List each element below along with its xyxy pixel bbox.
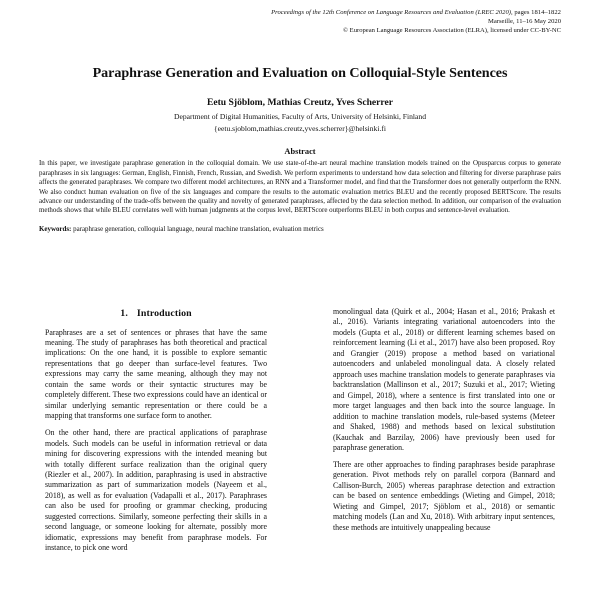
publication-header [39, 9, 561, 36]
left-column [45, 307, 267, 600]
abstract-section [39, 147, 561, 216]
section-title: Introduction [136, 308, 192, 319]
abstract-text: In this paper, we investigate paraphrase generation in the colloquial domain. We use state-of-the-art neural machine translation models trained on the Opusparcus corpus to generate paraphrases in six languages: German, English, Finnish, French, Russian, and Swedish. We perform experiments to understand how data selection and filtering for diverse paraphrase pairs affects the generated paraphrases. We compare two different model architectures, an RNN and a Transformer model, and find that the Transformer does not generally outperform the RNN. We also conduct human evaluation on five of the six languages and compare the results to the automatic evaluation metrics BLEU and the recently proposed BERTScore. The results advance our understanding of the trade-offs between the quality and novelty of generated paraphrases, affected by the data selection method. In addition, our comparison of the evaluation methods shows that while BLEU correlates well with human judgments at the corpus level, BERTScore outperforms BLEU in both corpus and sentence-level evaluation. [39, 159, 561, 215]
abstract-heading: Abstract [284, 146, 316, 156]
paragraph: monolingual data (Quirk et al., 2004; Hasan et al., 2016; Prakash et al., 2016). Variants integrating variational autoencoders into the models (Gupta et al., 2018) or different learning schemes based on reinforcement learning (Li et al., 2017) have also been proposed. Roy and Grangier (2019) propose a method based on variational autoencoders and unlabeled monolingual data. A closely related approach uses machine translation models to generate paraphrases via backtranslation (Mallinson et al., 2017; Suzuki et al., 2017; Wieting and Gimpel, 2018), where a sentence is first translated into one or more target languages and then back into the source language. In addition to machine translation models, rule-based systems (Meteer and Shaked, 1988) and methods based on lexical substitution (Kauchak and Barzilay, 2006) have previously been used for paraphrase generation. [333, 307, 555, 453]
affiliation: Department of Digital Humanities, Faculty of Arts, University of Helsinki, Finland [173, 112, 427, 122]
paragraph: There are other approaches to finding paraphrases beside paraphrase generation. Pivot methods rely on parallel corpora (Bannard and Callison-Burch, 2005) whereas paraphrase detection and extraction can be based on sentence embeddings (Wieting and Gimpel, 2018; Wieting and Gimpel, 2017; Sjöblom et al., 2018) or semantic matching models (Lan and Xu, 2018). With arbitrary input sentences, these methods are intuitively unappealing because [333, 459, 555, 532]
section-heading-introduction [45, 308, 267, 319]
conference-location-date: Marseille, 11–16 May 2020 [487, 17, 561, 25]
author-list: Eetu Sjöblom, Mathias Creutz, Yves Scherrer [206, 96, 394, 108]
section-number: 1. [120, 308, 128, 319]
proceedings-line [39, 9, 561, 18]
page-title: Paraphrase Generation and Evaluation on Colloquial-Style Sentences [92, 64, 508, 81]
proceedings-title: Proceedings of the 12th Conference on Language Resources and Evaluation (LREC 2020) [271, 9, 512, 16]
author-emails: {eetu.sjoblom,mathias.creutz,yves.scherrer}@helsinki.fi [213, 124, 386, 134]
keywords-label: Keywords: [39, 225, 72, 234]
proceedings-pages: , pages 1814–1822 [511, 9, 561, 16]
right-column [333, 307, 555, 600]
keywords-text: paraphrase generation, colloquial language, neural machine translation, evaluation metrics [71, 225, 324, 234]
body-columns [0, 307, 600, 600]
keywords-line [39, 225, 561, 234]
paragraph: Paraphrases are a set of sentences or phrases that have the same meaning. The study of paraphrases has both theoretical and practical implications: On the one hand, it is possible to explore semantic representations that go deeper than surface-level features. Two expressions may carry the same meaning, although they may not contain the same words or their syntactic structures may be completely different. These two expressions could have an identical or similar underlying semantic representation or there could be a mapping that transforms one surface form to another. [45, 327, 267, 421]
paragraph: On the other hand, there are practical applications of paraphrase models. Such models can be useful in information retrieval or data mining for discovering expressions with the intended meaning but with totally different surface realization than the original query (Riezler et al., 2007). In addition, paraphrasing is used in abstractive summarization as part of summarization models (Nayeem et al., 2018), as well as for evaluation (Vadapalli et al., 2017). Paraphrases can also be used for proofing or grammar checking, producing suggested corrections. Similarly, someone perfecting their skills in a second language, or someone looking for alternate, possibly more idiomatic, expressions may benefit from paraphrase models. For instance, to pick one word [45, 428, 267, 553]
copyright-line: © European Language Resources Association (ELRA), licensed under CC-BY-NC [343, 26, 561, 34]
